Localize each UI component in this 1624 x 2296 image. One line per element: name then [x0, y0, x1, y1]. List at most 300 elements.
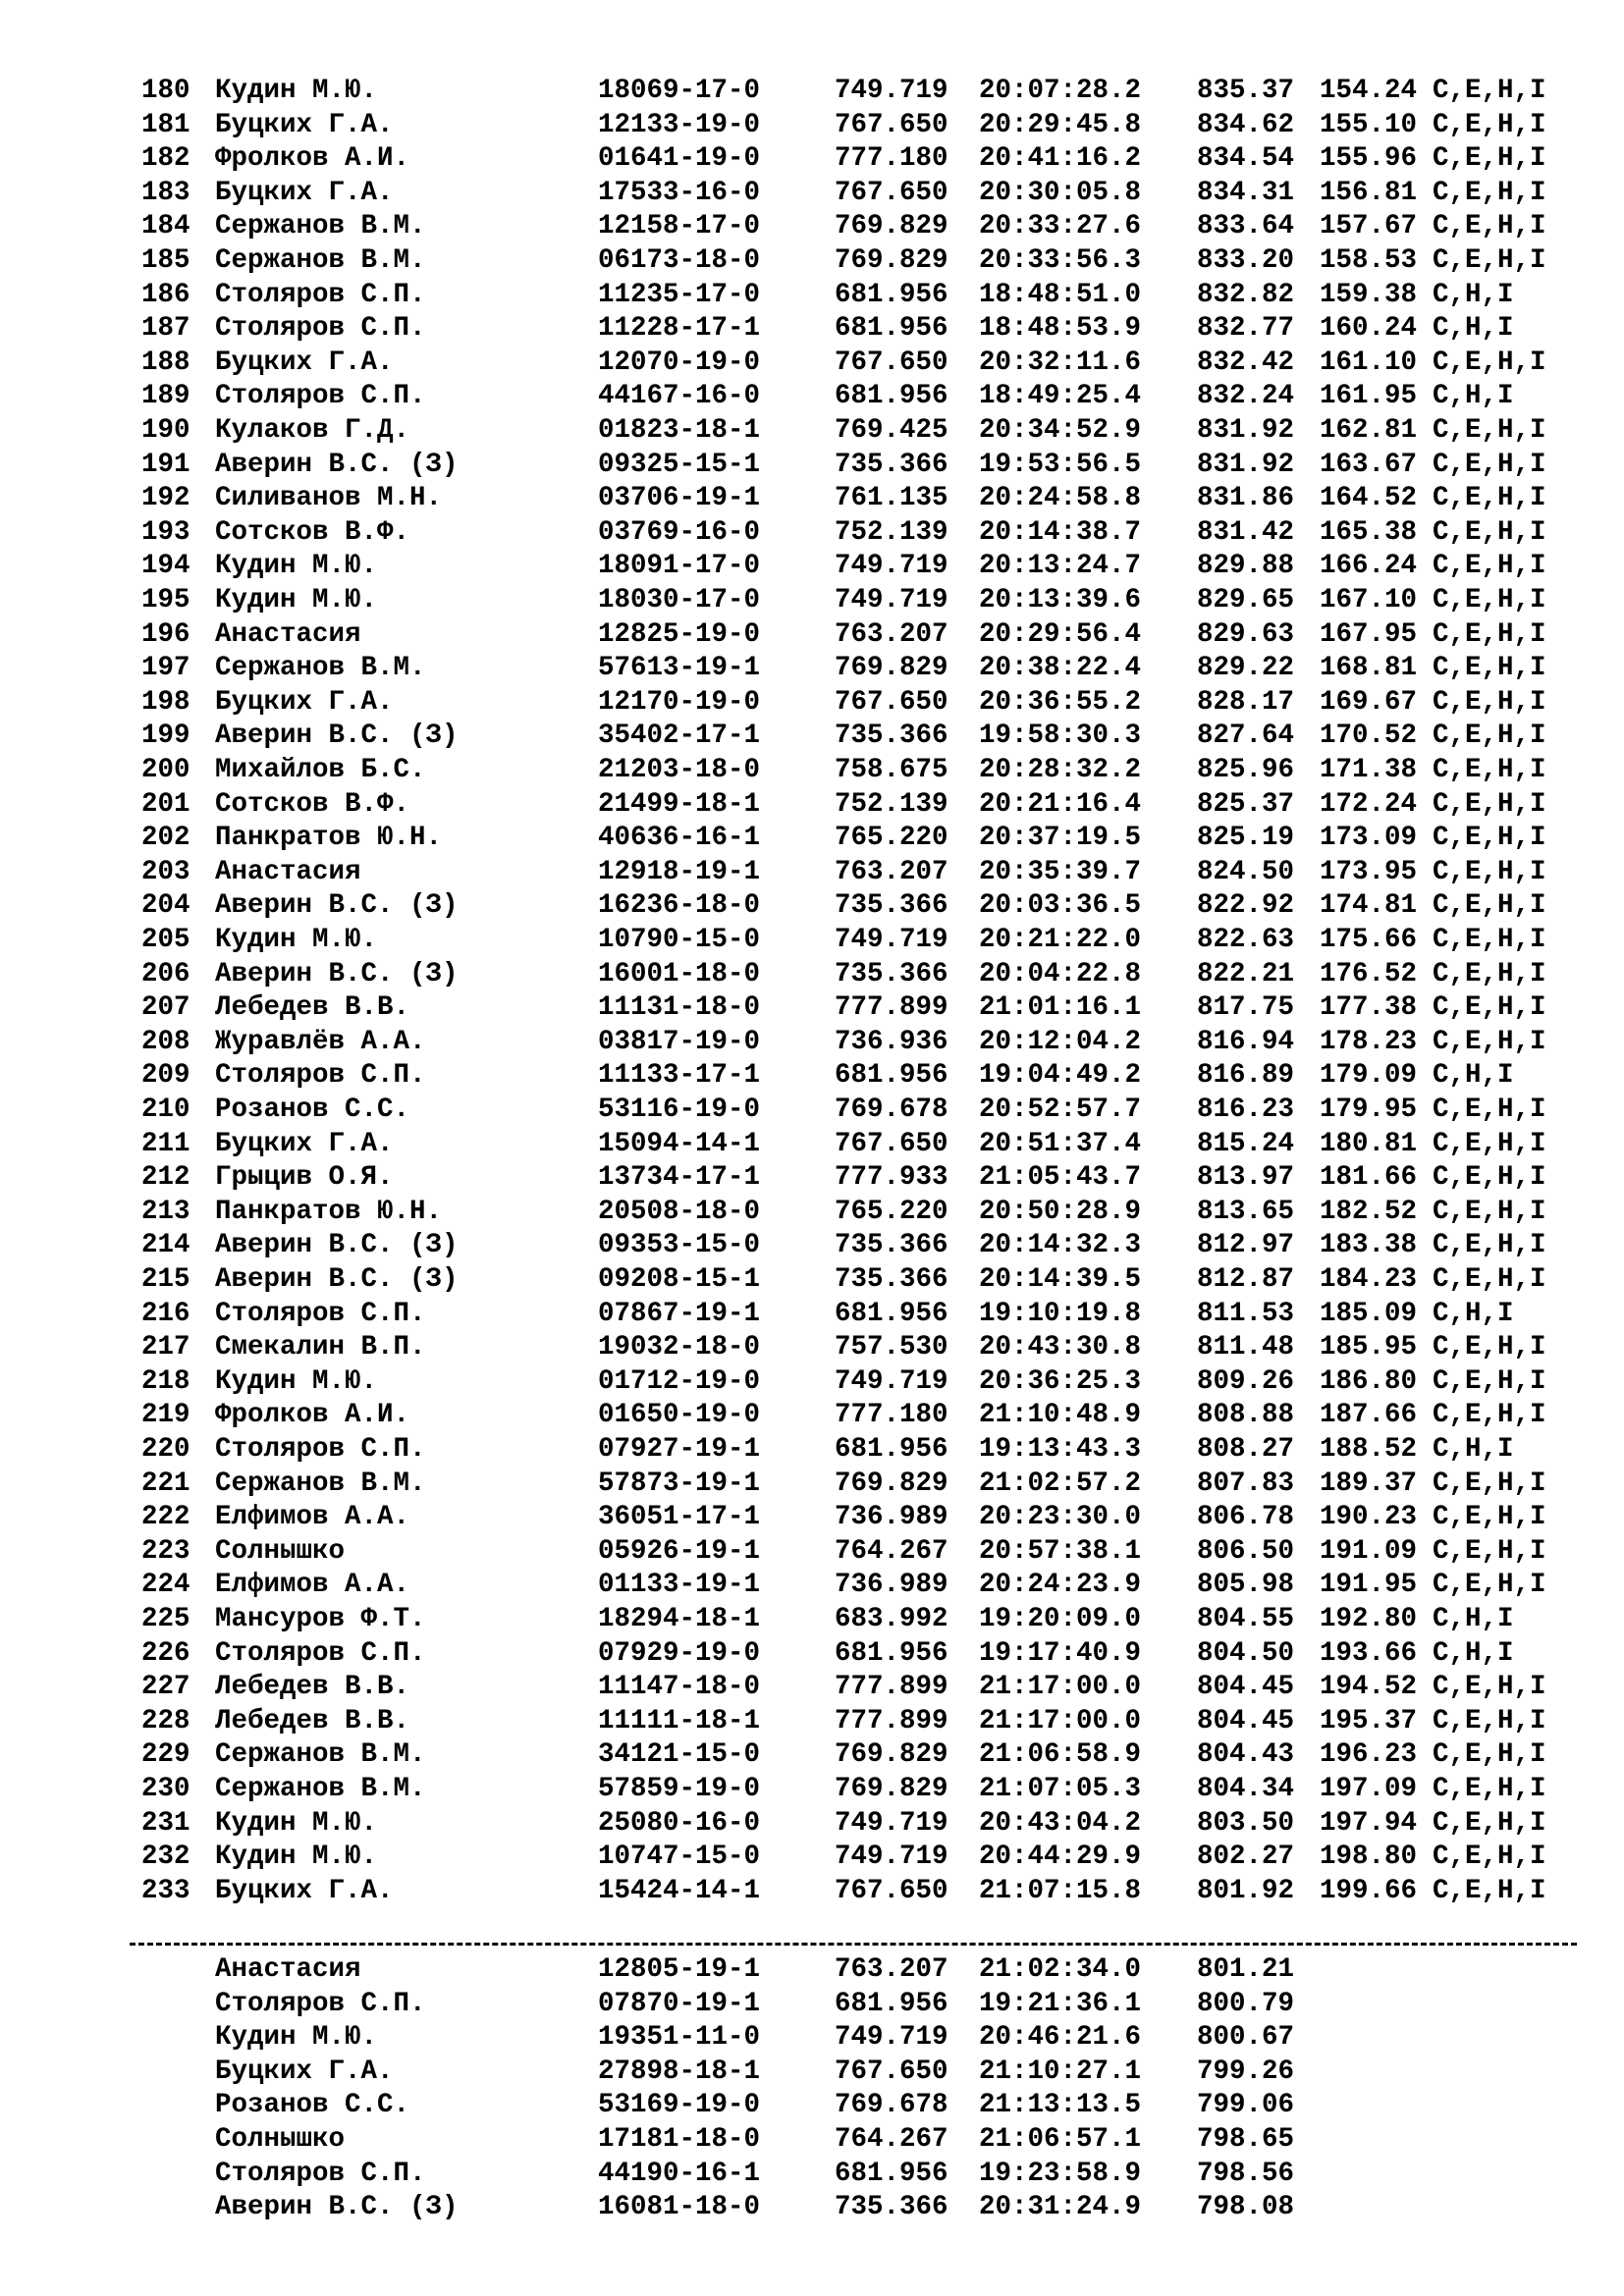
row-score: 813.97 [1197, 1162, 1295, 1194]
row-time: 20:38:22.4 [979, 653, 1142, 684]
row-speed: 736.936 [835, 1026, 948, 1057]
row-total: 160.24 [1320, 313, 1418, 345]
row-rank: 192 [141, 483, 190, 514]
row-code: 13734-17-1 [598, 1162, 761, 1194]
row-rank: 210 [141, 1095, 190, 1125]
row-speed: 735.366 [835, 1230, 948, 1261]
row-time: 20:31:24.9 [979, 2192, 1142, 2223]
row-speed: 769.678 [835, 2090, 948, 2121]
row-total: 190.23 [1320, 1502, 1418, 1533]
row-code: 10790-15-0 [598, 925, 761, 955]
row-speed: 763.207 [835, 856, 948, 887]
row-rank: 209 [141, 1060, 190, 1092]
row-name: Кудин М.Ю. [215, 925, 378, 955]
row-name: Анастасия [215, 618, 361, 650]
row-flags: C,E,H,I [1433, 1230, 1546, 1261]
row-name: Буцких Г.А. [215, 177, 394, 208]
row-speed: 681.956 [835, 313, 948, 345]
row-flags: C,H,I [1433, 1298, 1514, 1329]
row-rank: 223 [141, 1535, 190, 1567]
row-name: Столяров С.П. [215, 279, 426, 310]
row-total: 197.94 [1320, 1807, 1418, 1839]
row-code: 53116-19-0 [598, 1095, 761, 1125]
row-name: Смекалин В.П. [215, 1332, 426, 1363]
row-time: 20:13:24.7 [979, 551, 1142, 582]
row-speed: 764.267 [835, 1535, 948, 1567]
row-total: 158.53 [1320, 245, 1418, 276]
row-time: 19:13:43.3 [979, 1434, 1142, 1465]
row-rank: 211 [141, 1128, 190, 1159]
row-flags: C,H,I [1433, 381, 1514, 412]
row-total: 188.52 [1320, 1434, 1418, 1465]
row-speed: 749.719 [835, 1365, 948, 1397]
row-speed: 761.135 [835, 483, 948, 514]
row-code: 35402-17-1 [598, 721, 761, 752]
row-name: Кулаков Г.Д. [215, 415, 410, 446]
row-name: Панкратов Ю.Н. [215, 823, 443, 854]
row-name: Кудин М.Ю. [215, 76, 378, 106]
row-speed: 769.829 [835, 1468, 948, 1499]
row-total: 169.67 [1320, 686, 1418, 718]
row-speed: 681.956 [835, 1298, 948, 1329]
row-time: 20:33:56.3 [979, 245, 1142, 276]
row-score: 800.79 [1197, 1988, 1295, 2019]
row-total: 171.38 [1320, 755, 1418, 785]
row-score: 828.17 [1197, 686, 1295, 718]
row-flags: C,H,I [1433, 279, 1514, 310]
row-code: 03706-19-1 [598, 483, 761, 514]
row-total: 197.09 [1320, 1774, 1418, 1804]
row-time: 20:12:04.2 [979, 1026, 1142, 1057]
row-total: 165.38 [1320, 516, 1418, 548]
row-name: Лебедев В.В. [215, 1672, 410, 1703]
row-total: 186.80 [1320, 1365, 1418, 1397]
row-time: 21:01:16.1 [979, 992, 1142, 1024]
row-time: 20:46:21.6 [979, 2022, 1142, 2054]
row-rank: 195 [141, 585, 190, 615]
row-name: Анастасия [215, 856, 361, 887]
row-flags: C,E,H,I [1433, 1705, 1546, 1736]
row-time: 20:43:04.2 [979, 1807, 1142, 1839]
row-name: Фролков А.И. [215, 1400, 410, 1431]
row-score: 804.45 [1197, 1672, 1295, 1703]
row-flags: C,E,H,I [1433, 245, 1546, 276]
row-time: 20:29:56.4 [979, 618, 1142, 650]
row-time: 19:21:36.1 [979, 1988, 1142, 2019]
row-speed: 769.829 [835, 1739, 948, 1771]
row-time: 21:10:48.9 [979, 1400, 1142, 1431]
row-time: 20:24:23.9 [979, 1570, 1142, 1601]
row-code: 21499-18-1 [598, 788, 761, 820]
row-rank: 232 [141, 1842, 190, 1873]
row-name: Буцких Г.А. [215, 1128, 394, 1159]
row-speed: 749.719 [835, 585, 948, 615]
row-score: 808.27 [1197, 1434, 1295, 1465]
row-rank: 208 [141, 1026, 190, 1057]
row-flags: C,E,H,I [1433, 211, 1546, 242]
row-flags: C,E,H,I [1433, 958, 1546, 989]
row-code: 03817-19-0 [598, 1026, 761, 1057]
row-total: 191.95 [1320, 1570, 1418, 1601]
row-total: 191.09 [1320, 1535, 1418, 1567]
row-code: 12918-19-1 [598, 856, 761, 887]
row-score: 798.65 [1197, 2124, 1295, 2155]
row-name: Буцких Г.А. [215, 1875, 394, 1906]
row-score: 835.37 [1197, 76, 1295, 106]
row-code: 17181-18-0 [598, 2124, 761, 2155]
row-name: Столяров С.П. [215, 1988, 426, 2019]
row-code: 36051-17-1 [598, 1502, 761, 1533]
row-score: 811.48 [1197, 1332, 1295, 1363]
row-flags: C,H,I [1433, 1060, 1514, 1092]
row-time: 20:33:27.6 [979, 211, 1142, 242]
row-speed: 735.366 [835, 721, 948, 752]
row-speed: 777.180 [835, 1400, 948, 1431]
row-total: 166.24 [1320, 551, 1418, 582]
row-total: 155.10 [1320, 109, 1418, 140]
row-code: 11235-17-0 [598, 279, 761, 310]
row-total: 192.80 [1320, 1604, 1418, 1634]
row-score: 809.26 [1197, 1365, 1295, 1397]
row-name: Сержанов В.М. [215, 211, 426, 242]
row-name: Столяров С.П. [215, 381, 426, 412]
row-name: Елфимов А.А. [215, 1570, 410, 1601]
row-flags: C,E,H,I [1433, 143, 1546, 175]
row-name: Буцких Г.А. [215, 686, 394, 718]
row-speed: 749.719 [835, 1807, 948, 1839]
row-flags: C,E,H,I [1433, 516, 1546, 548]
row-speed: 777.899 [835, 1672, 948, 1703]
row-score: 803.50 [1197, 1807, 1295, 1839]
row-score: 831.92 [1197, 449, 1295, 480]
row-speed: 769.829 [835, 211, 948, 242]
row-code: 18030-17-0 [598, 585, 761, 615]
row-total: 156.81 [1320, 177, 1418, 208]
row-flags: C,E,H,I [1433, 856, 1546, 887]
row-total: 178.23 [1320, 1026, 1418, 1057]
row-time: 21:17:00.0 [979, 1705, 1142, 1736]
row-flags: C,E,H,I [1433, 823, 1546, 854]
row-score: 822.21 [1197, 958, 1295, 989]
row-speed: 735.366 [835, 1264, 948, 1295]
row-rank: 216 [141, 1298, 190, 1329]
row-time: 21:02:57.2 [979, 1468, 1142, 1499]
row-name: Буцких Г.А. [215, 109, 394, 140]
row-rank: 205 [141, 925, 190, 955]
row-rank: 221 [141, 1468, 190, 1499]
row-rank: 226 [141, 1637, 190, 1669]
row-score: 799.06 [1197, 2090, 1295, 2121]
row-name: Михайлов Б.С. [215, 755, 426, 785]
row-score: 811.53 [1197, 1298, 1295, 1329]
row-score: 807.83 [1197, 1468, 1295, 1499]
row-code: 10747-15-0 [598, 1842, 761, 1873]
row-rank: 189 [141, 381, 190, 412]
row-name: Солнышко [215, 1535, 346, 1567]
row-total: 155.96 [1320, 143, 1418, 175]
row-code: 07929-19-0 [598, 1637, 761, 1669]
row-speed: 767.650 [835, 2056, 948, 2087]
row-name: Сотсков В.Ф. [215, 788, 410, 820]
row-score: 824.50 [1197, 856, 1295, 887]
row-time: 20:52:57.7 [979, 1095, 1142, 1125]
row-rank: 187 [141, 313, 190, 345]
row-flags: C,H,I [1433, 1604, 1514, 1634]
row-rank: 180 [141, 76, 190, 106]
row-total: 180.81 [1320, 1128, 1418, 1159]
row-time: 20:14:38.7 [979, 516, 1142, 548]
row-speed: 735.366 [835, 2192, 948, 2223]
row-score: 829.88 [1197, 551, 1295, 582]
row-score: 806.78 [1197, 1502, 1295, 1533]
row-time: 20:32:11.6 [979, 347, 1142, 378]
row-score: 831.92 [1197, 415, 1295, 446]
row-total: 168.81 [1320, 653, 1418, 684]
row-flags: C,E,H,I [1433, 1875, 1546, 1906]
row-name: Сержанов В.М. [215, 653, 426, 684]
row-flags: C,E,H,I [1433, 992, 1546, 1024]
row-name: Солнышко [215, 2124, 346, 2155]
row-rank: 214 [141, 1230, 190, 1261]
row-time: 21:02:34.0 [979, 1954, 1142, 1985]
row-flags: C,E,H,I [1433, 618, 1546, 650]
row-speed: 777.933 [835, 1162, 948, 1194]
row-name: Лебедев В.В. [215, 1705, 410, 1736]
row-time: 20:14:32.3 [979, 1230, 1142, 1261]
row-score: 822.92 [1197, 890, 1295, 922]
row-rank: 213 [141, 1196, 190, 1227]
row-speed: 735.366 [835, 449, 948, 480]
row-code: 01133-19-1 [598, 1570, 761, 1601]
row-code: 12070-19-0 [598, 347, 761, 378]
row-code: 11147-18-0 [598, 1672, 761, 1703]
row-score: 816.23 [1197, 1095, 1295, 1125]
row-code: 44167-16-0 [598, 381, 761, 412]
row-name: Аверин В.С. (З) [215, 721, 459, 752]
row-flags: C,E,H,I [1433, 1807, 1546, 1839]
row-total: 183.38 [1320, 1230, 1418, 1261]
row-name: Аверин В.С. (З) [215, 449, 459, 480]
row-flags: C,E,H,I [1433, 1128, 1546, 1159]
row-score: 825.37 [1197, 788, 1295, 820]
row-time: 20:36:55.2 [979, 686, 1142, 718]
row-flags: C,E,H,I [1433, 1264, 1546, 1295]
row-speed: 681.956 [835, 381, 948, 412]
row-code: 16001-18-0 [598, 958, 761, 989]
row-flags: C,E,H,I [1433, 1842, 1546, 1873]
row-score: 804.50 [1197, 1637, 1295, 1669]
row-time: 20:29:45.8 [979, 109, 1142, 140]
row-score: 812.87 [1197, 1264, 1295, 1295]
row-rank: 197 [141, 653, 190, 684]
row-score: 831.42 [1197, 516, 1295, 548]
row-score: 804.45 [1197, 1705, 1295, 1736]
row-score: 808.88 [1197, 1400, 1295, 1431]
row-flags: C,E,H,I [1433, 1095, 1546, 1125]
row-speed: 681.956 [835, 1434, 948, 1465]
row-score: 813.65 [1197, 1196, 1295, 1227]
row-flags: C,E,H,I [1433, 1332, 1546, 1363]
row-score: 827.64 [1197, 721, 1295, 752]
row-time: 20:14:39.5 [979, 1264, 1142, 1295]
row-name: Кудин М.Ю. [215, 1807, 378, 1839]
row-total: 181.66 [1320, 1162, 1418, 1194]
row-speed: 752.139 [835, 516, 948, 548]
row-flags: C,E,H,I [1433, 177, 1546, 208]
row-total: 154.24 [1320, 76, 1418, 106]
row-total: 194.52 [1320, 1672, 1418, 1703]
row-score: 801.21 [1197, 1954, 1295, 1985]
row-time: 21:07:15.8 [979, 1875, 1142, 1906]
row-time: 20:03:36.5 [979, 890, 1142, 922]
row-rank: 230 [141, 1774, 190, 1804]
row-score: 816.89 [1197, 1060, 1295, 1092]
row-total: 167.10 [1320, 585, 1418, 615]
row-speed: 681.956 [835, 279, 948, 310]
row-code: 57613-19-1 [598, 653, 761, 684]
row-rank: 202 [141, 823, 190, 854]
row-speed: 777.899 [835, 992, 948, 1024]
row-flags: C,E,H,I [1433, 686, 1546, 718]
row-flags: C,E,H,I [1433, 109, 1546, 140]
row-score: 822.63 [1197, 925, 1295, 955]
row-code: 09353-15-0 [598, 1230, 761, 1261]
row-time: 21:17:00.0 [979, 1672, 1142, 1703]
row-time: 18:48:51.0 [979, 279, 1142, 310]
row-rank: 198 [141, 686, 190, 718]
row-rank: 225 [141, 1604, 190, 1634]
row-code: 19032-18-0 [598, 1332, 761, 1363]
row-total: 187.66 [1320, 1400, 1418, 1431]
row-score: 829.22 [1197, 653, 1295, 684]
row-total: 189.37 [1320, 1468, 1418, 1499]
row-time: 20:43:30.8 [979, 1332, 1142, 1363]
row-time: 20:07:28.2 [979, 76, 1142, 106]
row-code: 12170-19-0 [598, 686, 761, 718]
row-code: 12825-19-0 [598, 618, 761, 650]
row-total: 170.52 [1320, 721, 1418, 752]
row-flags: C,E,H,I [1433, 653, 1546, 684]
row-code: 11111-18-1 [598, 1705, 761, 1736]
row-flags: C,E,H,I [1433, 1774, 1546, 1804]
row-time: 20:57:38.1 [979, 1535, 1142, 1567]
row-speed: 758.675 [835, 755, 948, 785]
row-score: 798.08 [1197, 2192, 1295, 2223]
dashed-divider [130, 1943, 1577, 1946]
row-speed: 777.899 [835, 1705, 948, 1736]
row-total: 173.09 [1320, 823, 1418, 854]
row-speed: 681.956 [835, 1060, 948, 1092]
row-name: Силиванов М.Н. [215, 483, 443, 514]
row-name: Елфимов А.А. [215, 1502, 410, 1533]
row-total: 185.09 [1320, 1298, 1418, 1329]
row-code: 07870-19-1 [598, 1988, 761, 2019]
row-flags: C,E,H,I [1433, 721, 1546, 752]
row-code: 57873-19-1 [598, 1468, 761, 1499]
row-rank: 181 [141, 109, 190, 140]
row-speed: 735.366 [835, 890, 948, 922]
row-rank: 199 [141, 721, 190, 752]
row-code: 01650-19-0 [598, 1400, 761, 1431]
row-code: 11228-17-1 [598, 313, 761, 345]
row-name: Кудин М.Ю. [215, 1842, 378, 1873]
row-code: 11133-17-1 [598, 1060, 761, 1092]
row-score: 799.26 [1197, 2056, 1295, 2087]
row-code: 09208-15-1 [598, 1264, 761, 1295]
row-code: 01712-19-0 [598, 1365, 761, 1397]
row-score: 805.98 [1197, 1570, 1295, 1601]
row-rank: 194 [141, 551, 190, 582]
row-code: 01641-19-0 [598, 143, 761, 175]
row-rank: 220 [141, 1434, 190, 1465]
row-rank: 212 [141, 1162, 190, 1194]
row-flags: C,E,H,I [1433, 1162, 1546, 1194]
row-name: Кудин М.Ю. [215, 551, 378, 582]
row-time: 19:04:49.2 [979, 1060, 1142, 1092]
row-time: 20:41:16.2 [979, 143, 1142, 175]
row-name: Кудин М.Ю. [215, 1365, 378, 1397]
row-rank: 200 [141, 755, 190, 785]
row-time: 20:04:22.8 [979, 958, 1142, 989]
row-name: Журавлёв А.А. [215, 1026, 426, 1057]
row-time: 21:10:27.1 [979, 2056, 1142, 2087]
row-time: 19:17:40.9 [979, 1637, 1142, 1669]
row-name: Лебедев В.В. [215, 992, 410, 1024]
row-time: 20:35:39.7 [979, 856, 1142, 887]
row-code: 40636-16-1 [598, 823, 761, 854]
row-time: 20:36:25.3 [979, 1365, 1142, 1397]
row-speed: 769.678 [835, 1095, 948, 1125]
row-name: Аверин В.С. (З) [215, 1264, 459, 1295]
row-time: 21:06:57.1 [979, 2124, 1142, 2155]
row-name: Буцких Г.А. [215, 347, 394, 378]
row-code: 34121-15-0 [598, 1739, 761, 1771]
row-flags: C,E,H,I [1433, 890, 1546, 922]
row-flags: C,E,H,I [1433, 1196, 1546, 1227]
row-flags: C,E,H,I [1433, 449, 1546, 480]
row-time: 21:13:13.5 [979, 2090, 1142, 2121]
row-code: 53169-19-0 [598, 2090, 761, 2121]
row-score: 825.19 [1197, 823, 1295, 854]
row-score: 832.82 [1197, 279, 1295, 310]
row-speed: 767.650 [835, 1875, 948, 1906]
row-rank: 185 [141, 245, 190, 276]
row-flags: C,E,H,I [1433, 1468, 1546, 1499]
row-code: 12805-19-1 [598, 1954, 761, 1985]
row-flags: C,E,H,I [1433, 1739, 1546, 1771]
row-score: 834.31 [1197, 177, 1295, 208]
row-score: 832.42 [1197, 347, 1295, 378]
row-code: 25080-16-0 [598, 1807, 761, 1839]
row-rank: 231 [141, 1807, 190, 1839]
row-total: 198.80 [1320, 1842, 1418, 1873]
row-score: 806.50 [1197, 1535, 1295, 1567]
row-rank: 207 [141, 992, 190, 1024]
row-rank: 203 [141, 856, 190, 887]
row-total: 193.66 [1320, 1637, 1418, 1669]
row-flags: C,E,H,I [1433, 483, 1546, 514]
row-code: 44190-16-1 [598, 2158, 761, 2189]
row-speed: 735.366 [835, 958, 948, 989]
row-code: 27898-18-1 [598, 2056, 761, 2087]
row-name: Сотсков В.Ф. [215, 516, 410, 548]
row-flags: C,H,I [1433, 1434, 1514, 1465]
row-speed: 749.719 [835, 551, 948, 582]
row-name: Мансуров Ф.Т. [215, 1604, 426, 1634]
row-total: 179.95 [1320, 1095, 1418, 1125]
row-time: 21:05:43.7 [979, 1162, 1142, 1194]
row-name: Кудин М.Ю. [215, 2022, 378, 2054]
